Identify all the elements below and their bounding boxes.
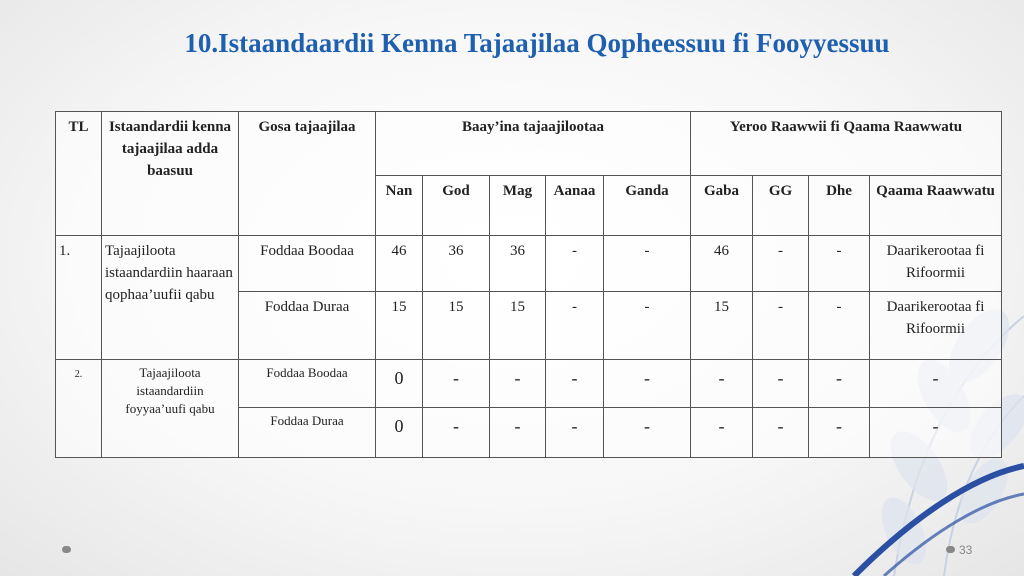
subheader-gaba: Gaba [691,176,753,236]
cell-gaba: 15 [691,292,753,360]
table-header-row [56,112,1002,176]
cell-dhe: - [809,408,870,458]
cell-aanaa: - [546,236,604,292]
cell-nan: 15 [376,292,423,360]
cell-gg: - [753,360,809,408]
slide-dot-right [946,546,955,553]
subheader-ganda: Ganda [604,176,691,236]
subheader-god: God [423,176,490,236]
header-tl: TL [56,112,102,236]
cell-ganda: - [604,408,691,458]
cell-qaama: - [870,360,1002,408]
row-service: Foddaa Duraa [239,408,376,458]
cell-gaba: 46 [691,236,753,292]
cell-dhe: - [809,360,870,408]
cell-aanaa: - [546,408,604,458]
standards-table [55,111,1002,458]
cell-god: 36 [423,236,490,292]
cell-gaba: - [691,408,753,458]
cell-qaama: Daarikerootaa fi Rifoormii [870,236,1002,292]
subheader-dhe: Dhe [809,176,870,236]
page-number: 33 [959,543,973,557]
header-standard: Istaandardii kenna tajaajilaa adda baasuu [102,112,239,236]
cell-qaama: - [870,408,1002,458]
cell-nan: 0 [376,360,423,408]
row-standard: Tajaajiloota istaandardiin foyyaa’uufi qabu [102,360,239,458]
row-standard: Tajaajiloota istaandardiin haaraan qophaa’uufii qabu [102,236,239,360]
cell-dhe: - [809,292,870,360]
cell-mag: - [490,360,546,408]
cell-gg: - [753,236,809,292]
table-row [56,236,1002,292]
subheader-aanaa: Aanaa [546,176,604,236]
slide-dot-left [62,546,71,553]
cell-aanaa: - [546,292,604,360]
subheader-mag: Mag [490,176,546,236]
cell-gg: - [753,408,809,458]
cell-mag: 15 [490,292,546,360]
cell-dhe: - [809,236,870,292]
cell-gaba: - [691,360,753,408]
cell-ganda: - [604,360,691,408]
cell-god: - [423,360,490,408]
cell-nan: 46 [376,236,423,292]
subheader-gg: GG [753,176,809,236]
cell-god: 15 [423,292,490,360]
cell-aanaa: - [546,360,604,408]
cell-nan: 0 [376,408,423,458]
row-service: Foddaa Boodaa [239,360,376,408]
header-service-type: Gosa tajaajilaa [239,112,376,236]
row-service: Foddaa Duraa [239,292,376,360]
cell-ganda: - [604,236,691,292]
cell-god: - [423,408,490,458]
cell-ganda: - [604,292,691,360]
subheader-nan: Nan [376,176,423,236]
row-service: Foddaa Boodaa [239,236,376,292]
cell-qaama: Daarikerootaa fi Rifoormii [870,292,1002,360]
page-title: 10.Istaandaardii Kenna Tajaajilaa Qopheessuu fi Fooyyessuu [184,28,890,58]
cell-mag: - [490,408,546,458]
header-time-and-body: Yeroo Raawwii fi Qaama Raawwatu [691,112,1002,176]
header-customer-count: Baay’ina tajaajilootaa [376,112,691,176]
cell-mag: 36 [490,236,546,292]
subheader-qaama-raawwatu: Qaama Raawwatu [870,176,1002,236]
row-number: 1. [56,236,102,360]
row-number: 2. [56,360,102,458]
table-row [56,360,1002,408]
cell-gg: - [753,292,809,360]
